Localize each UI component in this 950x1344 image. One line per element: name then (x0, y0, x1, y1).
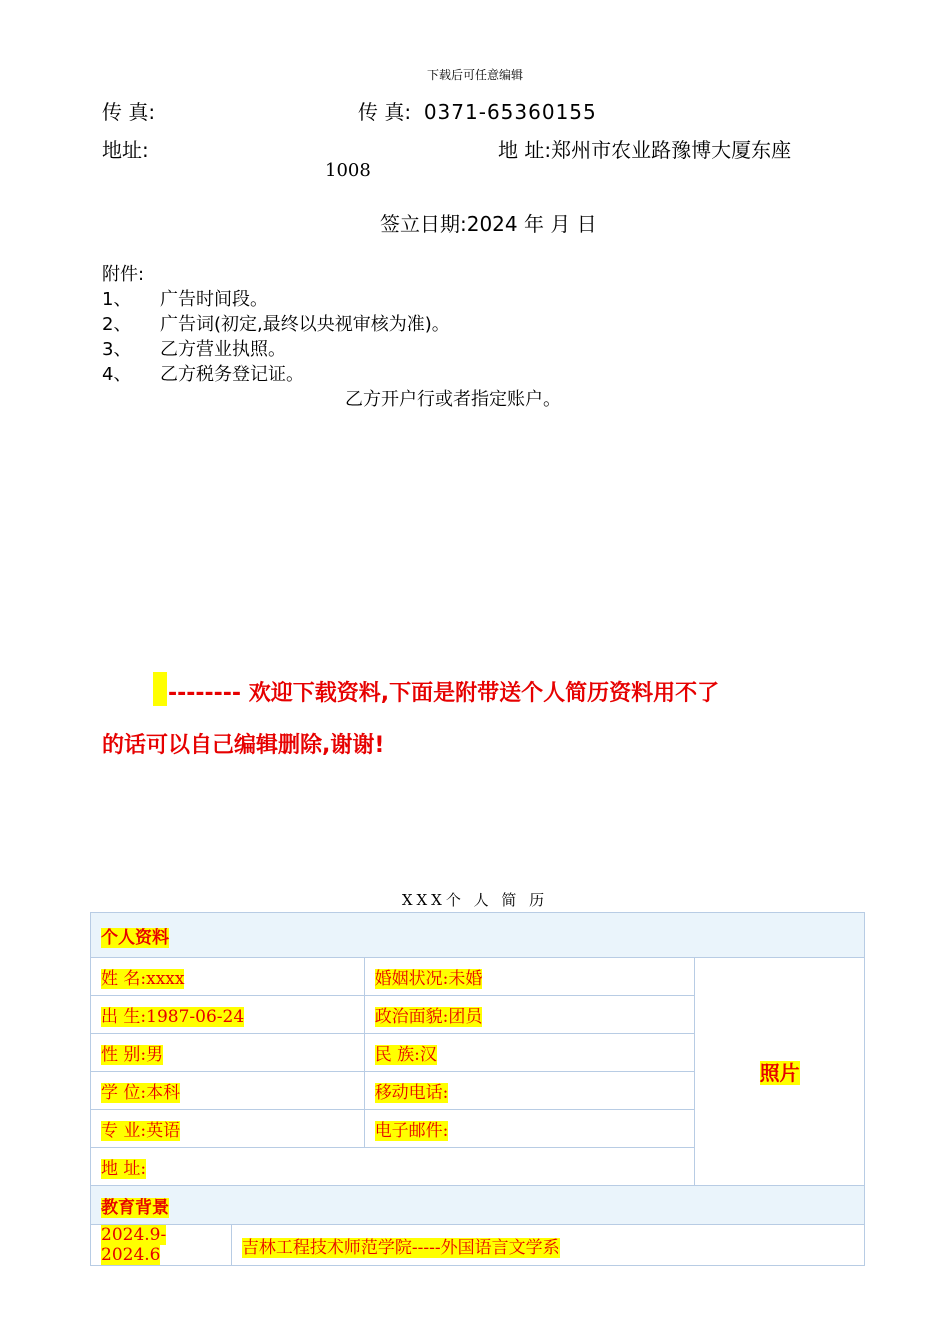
attachment-text-1: 广告时间段。 (160, 289, 268, 310)
fax-value: 0371-65360155 (423, 100, 597, 124)
header-note: 下载后可任意编辑 (426, 68, 523, 82)
attachment-text-4: 乙方税务登记证。 (160, 364, 304, 385)
address-label-right: 地 址: (498, 138, 552, 162)
address-value-line2: 1008 (325, 160, 371, 181)
cell-major: 专 业:英语 (91, 1110, 365, 1148)
cell-birth: 出 生:1987-06-24 (91, 996, 365, 1034)
attachment-num-1: 1、 (102, 289, 132, 310)
cell-mobile: 移动电话: (364, 1072, 695, 1110)
attachment-text-2: 广告词(初定,最终以央视审核为准)。 (160, 314, 450, 335)
cell-political: 政治面貌:团员 (364, 996, 695, 1034)
attachment-text-3: 乙方营业执照。 (160, 339, 286, 360)
attachments-title: 附件: (102, 264, 145, 285)
address-value: 郑州市农业路豫博大厦东座 (551, 138, 792, 162)
photo-cell: 照片 (695, 958, 865, 1186)
cell-marital: 婚姻状况:未婚 (364, 958, 695, 996)
cell-name: 姓 名:xxxx (91, 958, 365, 996)
fax-label-right: 传 真: (358, 100, 412, 124)
address-label-left: 地址: (102, 138, 149, 162)
cell-ethnic: 民 族:汉 (364, 1034, 695, 1072)
sign-date: 签立日期:2024 年 月 日 (380, 212, 597, 236)
highlight-cursor (153, 672, 167, 706)
attachment-num-3: 3、 (102, 339, 132, 360)
resume-title: XXX个 人 简 历 (401, 891, 549, 909)
section-education: 教育背景 (91, 1186, 865, 1225)
cell-gender: 性 别:男 (91, 1034, 365, 1072)
resume-table (90, 912, 865, 1266)
fax-right (358, 96, 597, 125)
cell-edu-school: 吉林工程技术师范学院-----外国语言文学系 (231, 1225, 864, 1266)
address-right (498, 134, 791, 163)
fax-label-left: 传 真: (102, 100, 156, 124)
notice-line-2: 的话可以自己编辑删除,谢谢! (102, 733, 385, 758)
cell-degree: 学 位:本科 (91, 1072, 365, 1110)
attachment-extra: 乙方开户行或者指定账户。 (345, 389, 561, 410)
section-personal: 个人资料 (91, 913, 865, 958)
cell-edu-period: 2024.9-2024.6 (91, 1225, 232, 1266)
cell-email: 电子邮件: (364, 1110, 695, 1148)
attachment-num-4: 4、 (102, 364, 132, 385)
notice-line-1: -------- 欢迎下载资料,下面是附带送个人简历资料用不了 (168, 681, 720, 706)
cell-address: 地 址: (91, 1148, 695, 1186)
attachment-num-2: 2、 (102, 314, 132, 335)
